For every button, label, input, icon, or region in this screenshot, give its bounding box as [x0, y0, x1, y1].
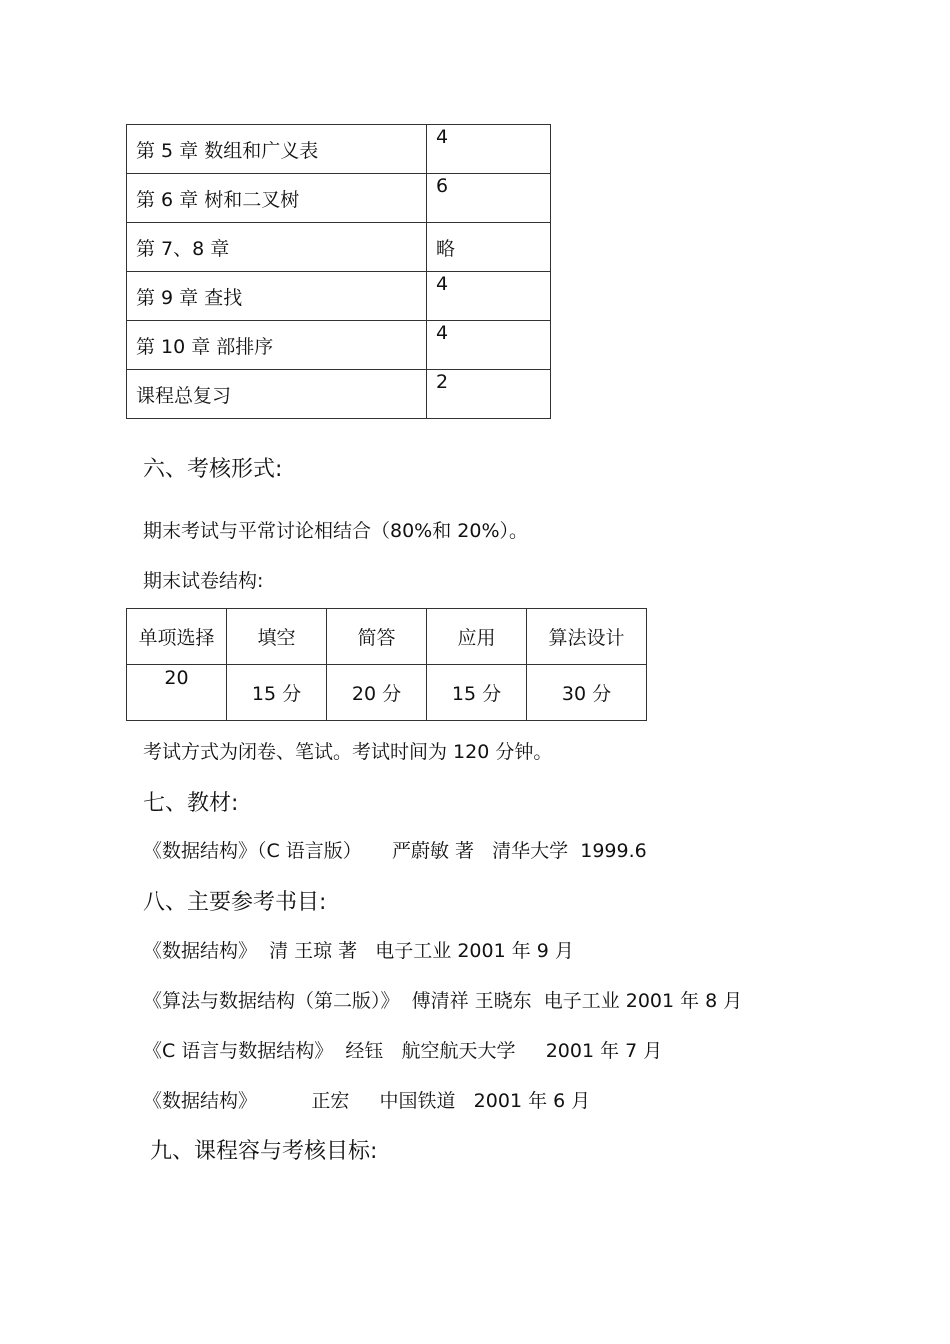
- hours-cell: 4: [427, 272, 551, 321]
- reference-item: 《算法与数据结构（第二版）》 傅清祥 王晓东 电子工业 2001 年 8 月: [143, 990, 743, 1012]
- table-row: [127, 272, 551, 321]
- table-row: [127, 174, 551, 223]
- column-header: 单项选择: [127, 609, 227, 665]
- hours-cell: 2: [427, 370, 551, 419]
- section6-heading: 六、考核形式:: [143, 457, 283, 482]
- table-row: [127, 665, 647, 721]
- hours-cell: 4: [427, 125, 551, 174]
- hours-cell: 4: [427, 321, 551, 370]
- section8-heading: 八、主要参考书目:: [143, 890, 327, 915]
- chapter-cell: 第 5 章 数组和广义表: [127, 125, 427, 174]
- chapter-cell: 第 10 章 部排序: [127, 321, 427, 370]
- exam-structure-table: [126, 608, 647, 721]
- chapter-cell: 课程总复习: [127, 370, 427, 419]
- score-cell: 15 分: [427, 665, 527, 721]
- column-header: 简答: [327, 609, 427, 665]
- column-header: 应用: [427, 609, 527, 665]
- chapter-cell: 第 7、8 章: [127, 223, 427, 272]
- reference-item: 《C 语言与数据结构》 经钰 航空航天大学 2001 年 7 月: [143, 1040, 663, 1062]
- hours-cell: 略: [427, 223, 551, 272]
- reference-item: 《数据结构》 正宏 中国铁道 2001 年 6 月: [143, 1090, 591, 1112]
- table-row: [127, 223, 551, 272]
- table-row: [127, 370, 551, 419]
- score-cell: 15 分: [227, 665, 327, 721]
- score-cell: 20 分: [327, 665, 427, 721]
- section9-heading: 九、课程容与考核目标:: [150, 1139, 378, 1164]
- chapter-cell: 第 6 章 树和二叉树: [127, 174, 427, 223]
- hours-cell: 6: [427, 174, 551, 223]
- exam-method-text: 考试方式为闭卷、笔试。考试时间为 120 分钟。: [143, 741, 553, 763]
- exam-structure-label: 期末试卷结构:: [143, 570, 264, 592]
- chapter-cell: 第 9 章 查找: [127, 272, 427, 321]
- table-row: [127, 321, 551, 370]
- column-header: 填空: [227, 609, 327, 665]
- table-header-row: [127, 609, 647, 665]
- table-row: [127, 125, 551, 174]
- textbook-entry: 《数据结构》（C 语言版） 严蔚敏 著 清华大学 1999.6: [143, 840, 647, 862]
- section7-heading: 七、教材:: [143, 791, 239, 816]
- score-cell: 20: [127, 665, 227, 721]
- reference-item: 《数据结构》 清 王琼 著 电子工业 2001 年 9 月: [143, 940, 574, 962]
- chapter-hours-table: [126, 124, 551, 419]
- column-header: 算法设计: [527, 609, 647, 665]
- score-cell: 30 分: [527, 665, 647, 721]
- assessment-text: 期末考试与平常讨论相结合（80%和 20%）。: [143, 520, 529, 542]
